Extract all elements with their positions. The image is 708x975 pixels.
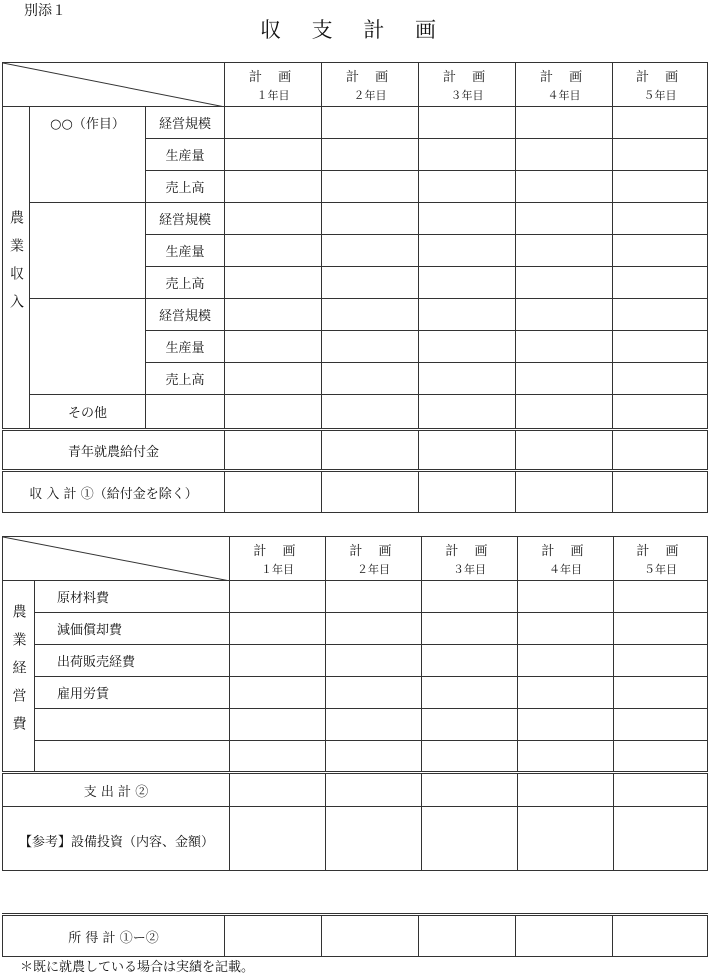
expense-item-label: 雇用労賃 bbox=[35, 677, 230, 709]
header-diagonal-cell bbox=[3, 537, 230, 581]
item-label: 経営規模 bbox=[146, 299, 225, 331]
input-cell[interactable] bbox=[518, 581, 614, 613]
input-cell[interactable] bbox=[419, 203, 516, 235]
input-cell[interactable] bbox=[419, 235, 516, 267]
input-cell[interactable] bbox=[613, 139, 708, 171]
income-group-label: 農業収入 bbox=[3, 107, 30, 430]
input-cell[interactable] bbox=[322, 299, 419, 331]
input-cell[interactable] bbox=[614, 773, 708, 807]
input-cell[interactable] bbox=[225, 235, 322, 267]
input-cell[interactable] bbox=[613, 395, 708, 430]
other-label: その他 bbox=[30, 395, 146, 430]
input-cell[interactable] bbox=[422, 709, 518, 741]
input-cell[interactable] bbox=[613, 363, 708, 395]
year-header: 計 画 ４年目 bbox=[518, 537, 614, 581]
expense-group-label: 農業経営費 bbox=[3, 581, 35, 773]
input-cell[interactable] bbox=[326, 645, 422, 677]
input-cell[interactable] bbox=[322, 915, 419, 957]
input-cell[interactable] bbox=[613, 915, 708, 957]
input-cell[interactable] bbox=[225, 203, 322, 235]
input-cell[interactable] bbox=[516, 471, 613, 513]
input-cell[interactable] bbox=[225, 171, 322, 203]
input-cell[interactable] bbox=[419, 267, 516, 299]
input-cell[interactable] bbox=[516, 267, 613, 299]
input-cell[interactable] bbox=[614, 645, 708, 677]
input-cell[interactable] bbox=[225, 107, 322, 139]
input-cell[interactable] bbox=[613, 267, 708, 299]
input-cell[interactable] bbox=[326, 613, 422, 645]
input-cell[interactable] bbox=[516, 915, 613, 957]
input-cell[interactable] bbox=[322, 235, 419, 267]
input-cell[interactable] bbox=[322, 363, 419, 395]
input-cell[interactable] bbox=[322, 430, 419, 471]
input-cell[interactable] bbox=[518, 677, 614, 709]
year-header: 計 画 ２年目 bbox=[326, 537, 422, 581]
input-cell[interactable] bbox=[422, 741, 518, 773]
input-cell[interactable] bbox=[516, 430, 613, 471]
input-cell[interactable] bbox=[326, 581, 422, 613]
input-cell[interactable] bbox=[613, 299, 708, 331]
net-income-table bbox=[2, 913, 708, 957]
expense-item-label: 減価償却費 bbox=[35, 613, 230, 645]
input-cell[interactable] bbox=[322, 203, 419, 235]
input-cell[interactable] bbox=[516, 203, 613, 235]
subsidy-label: 青年就農給付金 bbox=[3, 430, 225, 471]
input-cell[interactable] bbox=[422, 807, 518, 871]
input-cell[interactable] bbox=[614, 581, 708, 613]
other-item-cell[interactable] bbox=[146, 395, 225, 430]
input-cell[interactable] bbox=[225, 139, 322, 171]
input-cell[interactable] bbox=[613, 471, 708, 513]
input-cell[interactable] bbox=[613, 430, 708, 471]
year-header: 計 画 ３年目 bbox=[419, 63, 516, 107]
input-cell[interactable] bbox=[326, 741, 422, 773]
input-cell[interactable] bbox=[322, 471, 419, 513]
year-header: 計 画 ２年目 bbox=[322, 63, 419, 107]
input-cell[interactable] bbox=[422, 677, 518, 709]
input-cell[interactable] bbox=[419, 331, 516, 363]
expense-item-blank[interactable] bbox=[35, 709, 230, 741]
input-cell[interactable] bbox=[516, 107, 613, 139]
crop-label-blank[interactable] bbox=[30, 299, 146, 395]
input-cell[interactable] bbox=[518, 613, 614, 645]
year-header: 計 画 ５年目 bbox=[614, 537, 708, 581]
input-cell[interactable] bbox=[516, 235, 613, 267]
input-cell[interactable] bbox=[614, 677, 708, 709]
reference-label: 【参考】設備投資（内容、金額） bbox=[3, 807, 230, 871]
input-cell[interactable] bbox=[516, 299, 613, 331]
income-table bbox=[2, 62, 708, 513]
input-cell[interactable] bbox=[419, 139, 516, 171]
expense-item-blank[interactable] bbox=[35, 741, 230, 773]
page-title: 収 支 計 画 bbox=[259, 18, 449, 42]
input-cell[interactable] bbox=[225, 299, 322, 331]
crop-label-blank[interactable] bbox=[30, 203, 146, 299]
input-cell[interactable] bbox=[326, 709, 422, 741]
input-cell[interactable] bbox=[614, 709, 708, 741]
input-cell[interactable] bbox=[518, 741, 614, 773]
input-cell[interactable] bbox=[613, 171, 708, 203]
input-cell[interactable] bbox=[422, 645, 518, 677]
input-cell[interactable] bbox=[326, 677, 422, 709]
input-cell[interactable] bbox=[322, 331, 419, 363]
item-label: 売上高 bbox=[146, 171, 225, 203]
item-label: 売上高 bbox=[146, 267, 225, 299]
input-cell[interactable] bbox=[613, 203, 708, 235]
item-label: 生産量 bbox=[146, 235, 225, 267]
input-cell[interactable] bbox=[230, 581, 326, 613]
input-cell[interactable] bbox=[225, 267, 322, 299]
input-cell[interactable] bbox=[516, 171, 613, 203]
year-header: 計 画 ５年目 bbox=[613, 63, 708, 107]
year-header: 計 画 １年目 bbox=[225, 63, 322, 107]
item-label: 経営規模 bbox=[146, 203, 225, 235]
input-cell[interactable] bbox=[613, 331, 708, 363]
year-header: 計 画 １年目 bbox=[230, 537, 326, 581]
input-cell[interactable] bbox=[230, 613, 326, 645]
input-cell[interactable] bbox=[419, 395, 516, 430]
input-cell[interactable] bbox=[225, 331, 322, 363]
input-cell[interactable] bbox=[516, 331, 613, 363]
crop-label: ○○（作目） bbox=[30, 107, 146, 203]
input-cell[interactable] bbox=[419, 299, 516, 331]
input-cell[interactable] bbox=[419, 107, 516, 139]
input-cell[interactable] bbox=[516, 363, 613, 395]
input-cell[interactable] bbox=[230, 807, 326, 871]
income-total-label: 収 入 計 ①（給付金を除く） bbox=[3, 471, 225, 513]
expense-total-label: 支 出 計 ② bbox=[3, 773, 230, 807]
input-cell[interactable] bbox=[225, 471, 322, 513]
input-cell[interactable] bbox=[230, 709, 326, 741]
input-cell[interactable] bbox=[322, 107, 419, 139]
input-cell[interactable] bbox=[614, 807, 708, 871]
input-cell[interactable] bbox=[230, 677, 326, 709]
input-cell[interactable] bbox=[419, 171, 516, 203]
item-label: 経営規模 bbox=[146, 107, 225, 139]
input-cell[interactable] bbox=[230, 645, 326, 677]
expense-table bbox=[2, 536, 708, 871]
input-cell[interactable] bbox=[225, 915, 322, 957]
input-cell[interactable] bbox=[422, 773, 518, 807]
item-label: 生産量 bbox=[146, 139, 225, 171]
input-cell[interactable] bbox=[422, 581, 518, 613]
item-label: 生産量 bbox=[146, 331, 225, 363]
input-cell[interactable] bbox=[225, 395, 322, 430]
attachment-label: 別添１ bbox=[24, 3, 66, 19]
input-cell[interactable] bbox=[518, 807, 614, 871]
year-header: 計 画 ３年目 bbox=[422, 537, 518, 581]
input-cell[interactable] bbox=[518, 645, 614, 677]
header-diagonal-cell bbox=[3, 63, 225, 107]
input-cell[interactable] bbox=[419, 430, 516, 471]
input-cell[interactable] bbox=[230, 773, 326, 807]
input-cell[interactable] bbox=[518, 709, 614, 741]
footnote: ＊既に就農している場合は実績を記載。 bbox=[20, 960, 255, 975]
year-header: 計 画 ４年目 bbox=[516, 63, 613, 107]
net-income-label: 所 得 計 ①ー② bbox=[3, 915, 225, 957]
input-cell[interactable] bbox=[614, 613, 708, 645]
input-cell[interactable] bbox=[322, 139, 419, 171]
input-cell[interactable] bbox=[518, 773, 614, 807]
input-cell[interactable] bbox=[419, 471, 516, 513]
input-cell[interactable] bbox=[322, 267, 419, 299]
input-cell[interactable] bbox=[225, 430, 322, 471]
input-cell[interactable] bbox=[613, 235, 708, 267]
input-cell[interactable] bbox=[326, 773, 422, 807]
input-cell[interactable] bbox=[419, 915, 516, 957]
input-cell[interactable] bbox=[230, 741, 326, 773]
input-cell[interactable] bbox=[613, 107, 708, 139]
input-cell[interactable] bbox=[322, 171, 419, 203]
input-cell[interactable] bbox=[422, 613, 518, 645]
input-cell[interactable] bbox=[516, 395, 613, 430]
expense-item-label: 出荷販売経費 bbox=[35, 645, 230, 677]
input-cell[interactable] bbox=[322, 395, 419, 430]
input-cell[interactable] bbox=[419, 363, 516, 395]
input-cell[interactable] bbox=[326, 807, 422, 871]
input-cell[interactable] bbox=[225, 363, 322, 395]
expense-item-label: 原材料費 bbox=[35, 581, 230, 613]
item-label: 売上高 bbox=[146, 363, 225, 395]
input-cell[interactable] bbox=[614, 741, 708, 773]
input-cell[interactable] bbox=[516, 139, 613, 171]
